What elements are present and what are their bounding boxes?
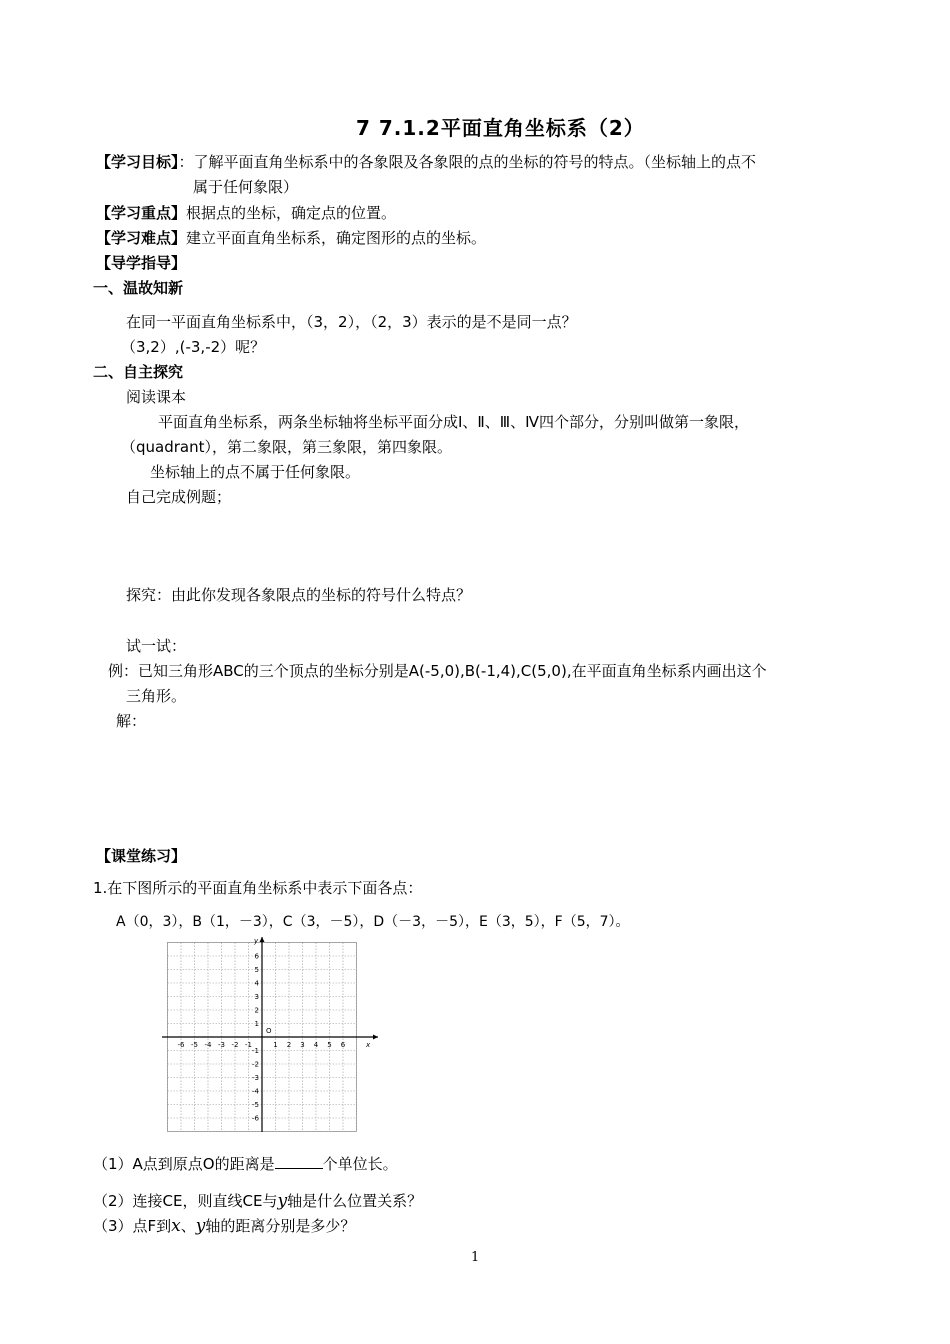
x-tick-label: -1 [245,1041,252,1049]
y-tick-label: -3 [252,1074,259,1082]
page-title: 7 7.1.2平面直角坐标系（2） [356,116,645,140]
explore-read: 阅读课本 [126,388,187,406]
x-tick-label: 5 [327,1041,332,1049]
answer-blank[interactable] [275,1154,323,1169]
difficulty-line [96,228,486,248]
inquiry-question: 探究：由此你发现各象限点的坐标的符号什么特点？ [126,586,472,604]
y-axis-label: y [254,937,259,945]
explore-paragraph-2: （quadrant），第二象限，第三象限，第四象限。 [121,438,452,456]
review-heading: 一、温故知新 [93,279,184,297]
x-tick-label: -4 [204,1041,212,1049]
x-tick-label: 1 [273,1041,278,1049]
y-tick-label: 2 [254,1006,259,1015]
explore-heading: 二、自主探究 [93,363,184,381]
practice-sub-3 [93,1216,355,1236]
x-tick-label: 3 [300,1041,305,1049]
sub-2-text-pre: （2）连接CE，则直线CE与 [93,1192,278,1210]
example-line-2: 三角形。 [126,687,187,705]
objectives-line-2: 属于任何象限） [193,178,299,196]
sub-2-text-post: 轴是什么位置关系？ [287,1192,423,1210]
x-tick-label: -3 [218,1041,225,1049]
difficulty-text: 建立平面直角坐标系，确定图形的点的坐标。 [186,229,487,247]
y-tick-label: 1 [254,1020,259,1028]
solution-label: 解： [116,712,147,730]
objectives-text: ：了解平面直角坐标系中的各象限及各象限的点的坐标的符号的特点。（坐标轴上的点不 [178,153,757,171]
y-tick-label: 6 [254,952,259,961]
x-tick-label: 6 [340,1041,346,1049]
sub-3-sep: 、 [180,1217,196,1235]
sub-3-var-x: x [171,1216,181,1236]
y-tick-label: -4 [252,1087,259,1096]
objectives-line-1 [96,152,756,172]
x-tick-label: 4 [313,1041,319,1049]
example-line-1: 例：已知三角形ABC的三个顶点的坐标分别是A(-5,0),B(-1,4),C(5,0),在平面直角坐标系内画出这个 [108,662,767,680]
try-label: 试一试： [126,637,187,655]
key-point-label: 【学习重点】 [96,204,187,222]
y-tick-label: -6 [252,1114,259,1123]
explore-paragraph-3: 坐标轴上的点不属于任何象限。 [150,463,361,481]
sub-1-text-post: 个单位长。 [322,1155,398,1173]
x-axis-arrow [373,1035,378,1040]
sub-2-var-y: y [277,1191,288,1211]
y-tick-label: -5 [252,1101,259,1109]
practice-sub-2 [93,1191,422,1211]
x-tick-label: -2 [231,1041,239,1049]
x-tick-label: 2 [286,1041,292,1049]
sub-1-text-pre: （1）A点到原点O的距离是 [93,1155,275,1173]
x-tick-label: -6 [177,1041,185,1049]
y-tick-label: 5 [254,966,259,974]
x-axis-label: x [366,1041,371,1049]
y-tick-label: 4 [254,979,259,988]
review-question-2: （3,2）,(-3,-2）呢？ [121,338,266,356]
sub-3-text-post: 轴的距离分别是多少？ [205,1217,356,1235]
guide-label: 【导学指导】 [96,254,187,272]
page-number: 1 [471,1250,480,1265]
explore-paragraph-1: 平面直角坐标系，两条坐标轴将坐标平面分成Ⅰ、Ⅱ、Ⅲ、Ⅳ四个部分，分别叫做第一象限， [158,413,749,431]
key-point-text: 根据点的坐标，确定点的位置。 [186,204,397,222]
practice-question-1: 1.在下图所示的平面直角坐标系中表示下面各点： [93,879,423,897]
y-tick-label: 3 [254,993,259,1001]
y-tick-label: -2 [252,1060,259,1069]
y-axis-arrow [260,937,265,942]
x-tick-label: -5 [191,1041,198,1049]
sub-3-text-pre: （3）点F到 [93,1217,172,1235]
objectives-label: 【学习目标】 [96,153,179,171]
review-question-1: 在同一平面直角坐标系中，（3，2），（2，3）表示的是不是同一点？ [126,313,577,331]
practice-heading: 【课堂练习】 [96,847,187,865]
key-point-line [96,203,396,223]
sub-3-var-y: y [195,1216,206,1236]
tick-labels [178,937,371,1123]
practice-points: A（0，3），B（1，－3），C（3，－5），D（－3，－5），E（3，5），F（5，7）。 [116,914,630,930]
difficulty-label: 【学习难点】 [96,229,187,247]
origin-label: O [266,1027,272,1035]
practice-sub-1 [93,1154,398,1174]
y-tick-label: -1 [252,1047,259,1055]
coordinate-grid [160,935,385,1135]
explore-paragraph-4: 自己完成例题； [126,488,232,506]
